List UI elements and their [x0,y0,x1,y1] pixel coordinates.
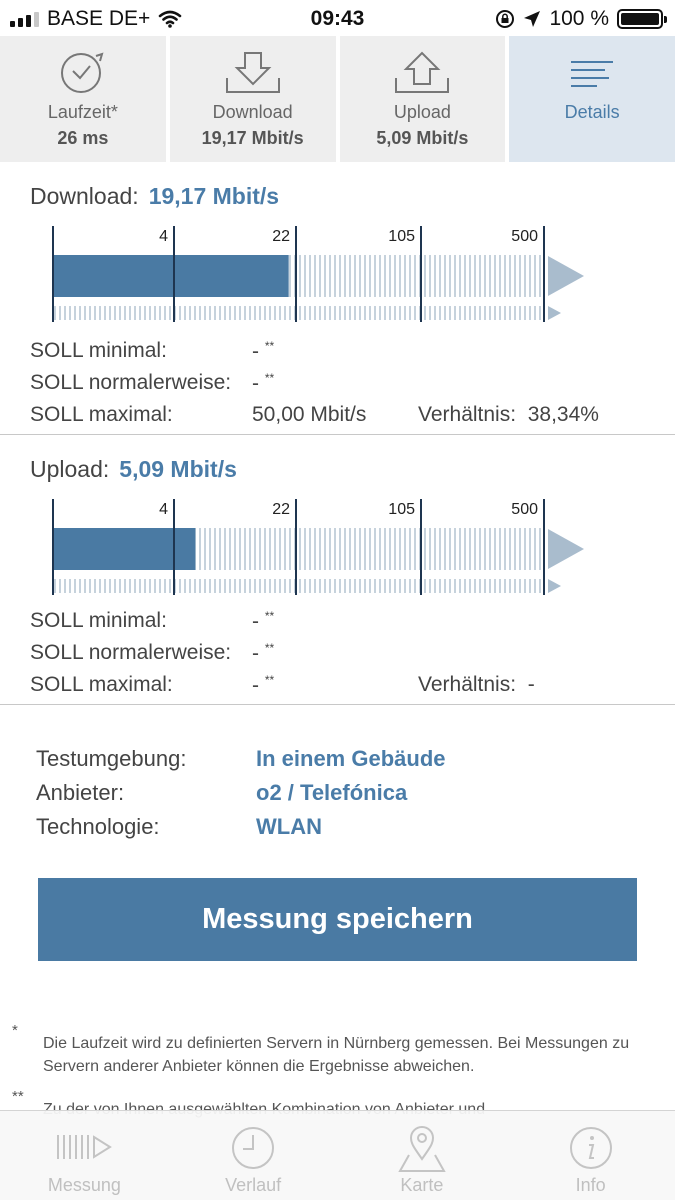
download-soll-norm-value: - ** [252,371,275,395]
upload-ratio: Verhältnis: - [418,673,535,696]
save-measurement-button[interactable]: Messung speichern [38,878,637,961]
download-soll-norm-label: SOLL normalerweise: [30,371,232,394]
download-speed-value: 19,17 Mbit/s [148,183,280,209]
upload-speed-value: 5,09 Mbit/s [119,456,237,482]
upload-soll-max-value: - ** [252,673,275,697]
bar-tick-label: 500 [511,228,538,245]
nav-verlauf[interactable]: Verlauf [169,1111,338,1200]
testumgebung-value: In einem Gebäude [256,746,446,771]
bottom-navigation [0,1110,675,1200]
nav-info[interactable]: Info [506,1111,675,1200]
anbieter-label: Anbieter: [36,780,125,805]
battery-percent: 100 % [549,7,609,30]
technologie-label: Technologie: [36,814,160,839]
nav-messung[interactable]: Messung [0,1111,169,1200]
download-soll-max-value: 50,00 Mbit/s [252,403,367,426]
bar-tick-label: 105 [388,228,415,245]
upload-heading: Upload: 5,09 Mbit/s [30,456,237,482]
download-soll-min-label: SOLL minimal: [30,339,167,362]
nav-karte[interactable]: Karte [338,1111,507,1200]
testumgebung-label: Testumgebung: [36,746,187,771]
upload-soll-max-label: SOLL maximal: [30,673,173,696]
info-icon [567,1125,615,1171]
upload-soll-norm-label: SOLL normalerweise: [30,641,232,664]
bar-tick-label: 22 [272,228,290,245]
stopwatch-icon [58,50,108,96]
technologie-value: WLAN [256,814,322,839]
bar-fill [53,255,289,297]
download-ratio: Verhältnis: 38,34% [418,403,599,426]
upload-soll-min-label: SOLL minimal: [30,609,167,632]
download-icon [223,50,283,96]
bar-tick-label: 500 [511,501,538,518]
map-pin-icon [397,1125,447,1173]
tab-upload[interactable]: Upload 5,09 Mbit/s [340,36,506,162]
tab-details[interactable]: Details [509,36,675,162]
divider [0,434,675,435]
bar-tick-label: 22 [272,501,290,518]
tab-download[interactable]: Download 19,17 Mbit/s [170,36,336,162]
bar-arrow [548,256,584,296]
location-arrow-icon [523,10,541,28]
clock-time: 09:43 [310,7,365,30]
status-bar [0,0,675,36]
footnote-mark: ** [12,1088,24,1105]
tab-laufzeit[interactable]: Laufzeit* 26 ms [0,36,166,162]
download-soll-min-value: - ** [252,339,275,363]
tab-bar [0,36,675,162]
battery-icon [617,9,663,29]
bar-tick-label: 4 [159,501,168,518]
upload-soll-min-value: - ** [252,609,275,633]
bar-arrow-small [548,306,561,320]
download-soll-max-label: SOLL maximal: [30,403,173,426]
speedometer-icon [54,1125,114,1169]
bar-tick-label: 4 [159,228,168,245]
upload-speed-bar [0,495,675,599]
menu-icon [567,50,617,90]
bar-arrow [548,529,584,569]
download-heading: Download: 19,17 Mbit/s [30,183,280,209]
orientation-lock-icon [495,9,515,29]
upload-soll-norm-value: - ** [252,641,275,665]
divider [0,704,675,705]
footnote-text: Die Laufzeit wird zu definierten Servern in Nürnberg gemessen. Bei Messungen zu Servern anderer Anbieter können die Ergebnisse abweichen. [43,1035,630,1075]
anbieter-value: o2 / Telefónica [256,780,408,805]
footnote-mark: * [12,1022,18,1039]
carrier-name: BASE DE+ [47,7,151,30]
clock-icon [229,1125,277,1171]
upload-icon [392,50,452,96]
bar-arrow-small [548,579,561,593]
download-speed-bar [0,222,675,326]
bar-tick-label: 105 [388,501,415,518]
